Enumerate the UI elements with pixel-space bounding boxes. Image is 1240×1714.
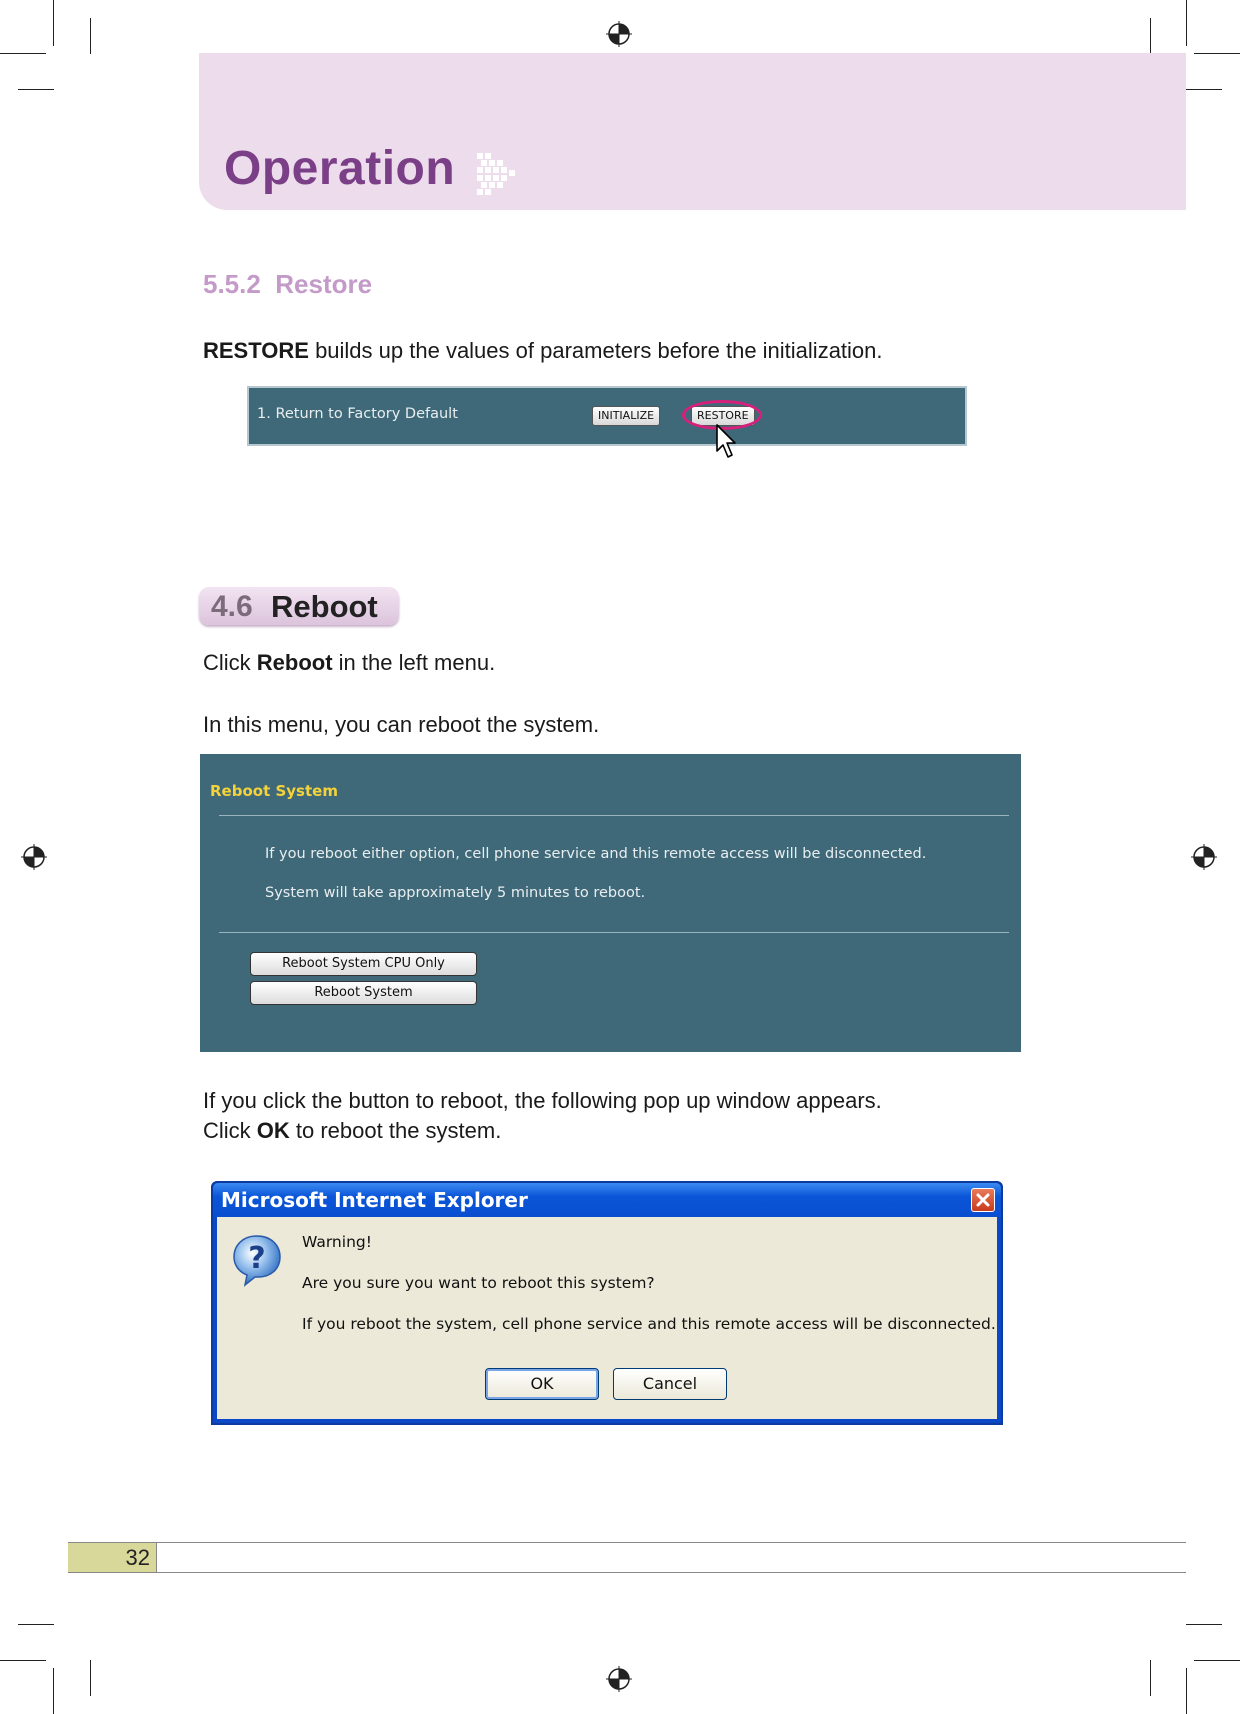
- popup-intro: If you click the button to reboot, the following pop up window appears.: [203, 1088, 882, 1113]
- restore-intro-bold: RESTORE: [203, 338, 309, 363]
- factory-default-label: 1. Return to Factory Default: [257, 406, 458, 422]
- crop-mark: [53, 0, 54, 46]
- svg-text:?: ?: [248, 1241, 266, 1276]
- crop-mark: [1194, 53, 1240, 54]
- reboot-system-panel: [200, 754, 1021, 1052]
- reboot-system-button[interactable]: Reboot System: [250, 981, 477, 1005]
- crop-mark: [1186, 1668, 1187, 1714]
- registration-mark-icon: [1191, 844, 1217, 870]
- chapter-title: Operation: [224, 142, 456, 195]
- chapter-header: [199, 53, 1186, 210]
- reboot-duration-text: System will take approximately 5 minutes to reboot.: [265, 885, 646, 901]
- restore-intro: [203, 338, 883, 364]
- dialog-title: Microsoft Internet Explorer: [221, 1188, 528, 1212]
- reboot-instruction: [203, 650, 495, 676]
- crop-mark: [0, 1660, 46, 1661]
- reboot-cpu-only-button[interactable]: Reboot System CPU Only: [250, 952, 477, 976]
- restore-button[interactable]: RESTORE: [691, 406, 755, 426]
- dialog-body: [217, 1217, 997, 1419]
- footer-rule: [68, 1572, 1186, 1573]
- registration-mark-icon: [606, 1666, 632, 1692]
- dialog-titlebar: [213, 1183, 1001, 1217]
- restore-heading: 5.5.2 Restore: [203, 269, 373, 299]
- cancel-button[interactable]: Cancel: [613, 1368, 727, 1400]
- divider: [219, 815, 1009, 816]
- close-button[interactable]: [971, 1188, 995, 1212]
- mouse-pointer-icon: [716, 424, 738, 460]
- reboot-instruction-prefix: Click: [203, 650, 257, 675]
- ok-instruction-suffix: to reboot the system.: [289, 1118, 502, 1143]
- initialize-button[interactable]: INITIALIZE: [592, 406, 660, 426]
- registration-mark-icon: [606, 21, 632, 47]
- factory-default-panel: [247, 386, 967, 446]
- crop-mark: [90, 18, 91, 54]
- chevron-pattern-icon: [477, 153, 521, 195]
- close-icon: [972, 1189, 994, 1211]
- divider: [219, 932, 1009, 933]
- dialog-question: Are you sure you want to reboot this system?: [302, 1274, 655, 1292]
- crop-mark: [53, 1668, 54, 1714]
- reboot-instruction-bold: Reboot: [256, 650, 333, 675]
- page-number: 32: [125, 1545, 150, 1570]
- reboot-description: In this menu, you can reboot the system.: [203, 712, 600, 737]
- dialog-warning-title: Warning!: [302, 1233, 372, 1251]
- reboot-instruction-suffix: in the left menu.: [332, 650, 496, 675]
- ok-instruction-bold: OK: [256, 1118, 290, 1143]
- crop-mark: [1186, 89, 1222, 90]
- crop-mark: [90, 1660, 91, 1696]
- registration-mark-icon: [21, 844, 47, 870]
- reboot-warning-text: If you reboot either option, cell phone service and this remote access will be disconnected.: [265, 846, 927, 862]
- section-number: 4.6: [211, 590, 253, 623]
- crop-mark: [1194, 1660, 1240, 1661]
- reboot-panel-title: Reboot System: [210, 782, 338, 800]
- section-title: Reboot: [271, 589, 378, 624]
- ok-button[interactable]: OK: [485, 1368, 599, 1400]
- footer-rule: [68, 1542, 1186, 1543]
- dialog-detail: If you reboot the system, cell phone service and this remote access will be disconnected.: [302, 1315, 996, 1333]
- crop-mark: [1150, 1660, 1151, 1696]
- confirm-dialog: [211, 1181, 1003, 1425]
- restore-intro-text: builds up the values of parameters before the initialization.: [308, 338, 883, 363]
- crop-mark: [0, 53, 46, 54]
- question-icon: [231, 1233, 283, 1287]
- crop-mark: [1186, 1624, 1222, 1625]
- ok-instruction-prefix: Click: [203, 1118, 257, 1143]
- crop-mark: [1186, 0, 1187, 46]
- page-number-box: [68, 1543, 157, 1572]
- crop-mark: [18, 89, 54, 90]
- crop-mark: [1150, 18, 1151, 54]
- crop-mark: [18, 1624, 54, 1625]
- section-badge: [199, 587, 399, 625]
- ok-instruction: [203, 1118, 501, 1144]
